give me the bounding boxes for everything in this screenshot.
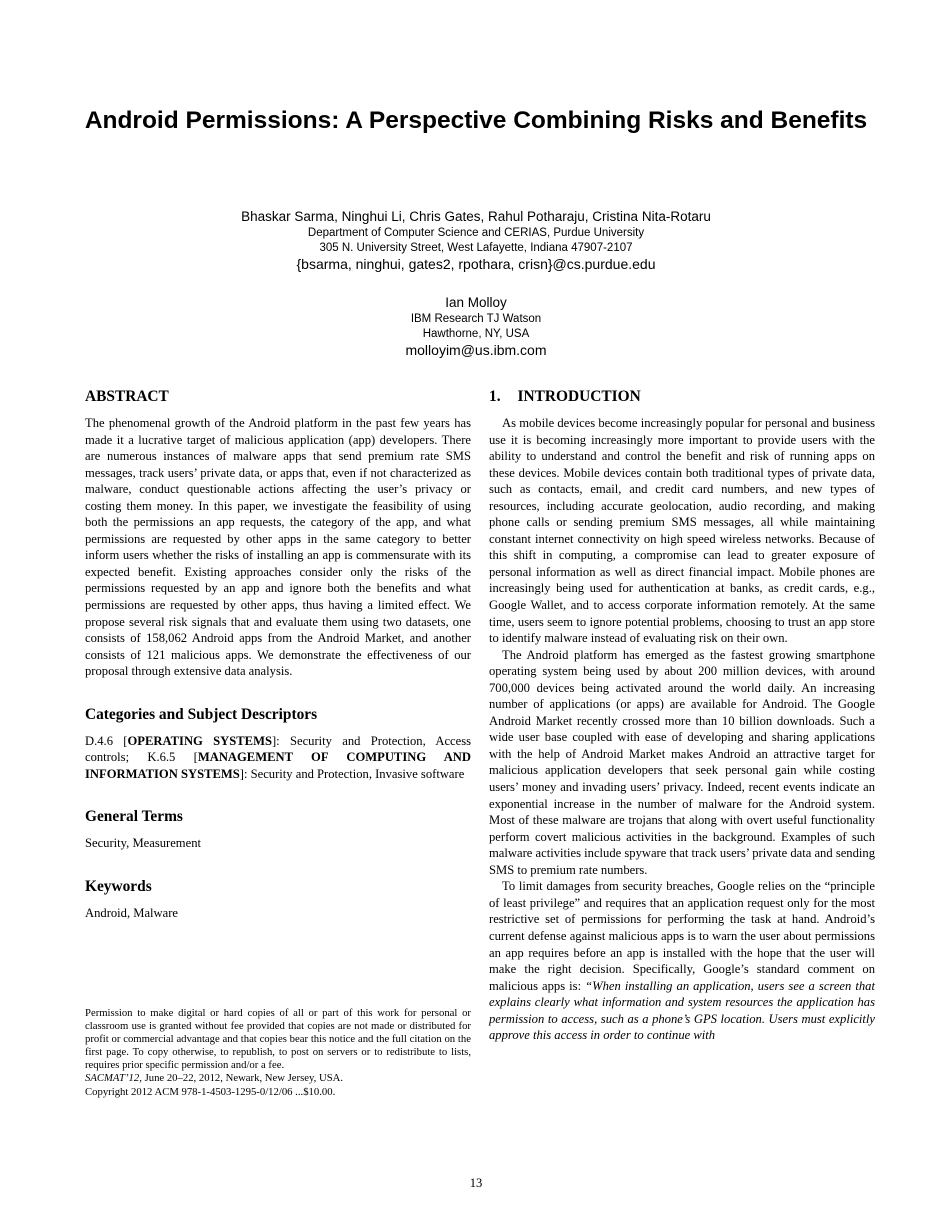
intro-para-3 xyxy=(489,878,875,1043)
keywords-body: Android, Malware xyxy=(85,905,179,920)
author-block-ibm xyxy=(0,294,952,360)
paper-title: Android Permissions: A Perspective Combining Risks and Benefits xyxy=(84,107,868,134)
right-column xyxy=(489,388,875,1044)
intro-para-2: The Android platform has emerged as the fastest growing smartphone operating system being used by about 200 million devices, with around 700,000 devices being activated around the world daily. An increasing number of applications (or apps) are available for Android. The Google Android Market recently crossed more than 10 billion downloads. Such a wide user base coupled with ease of developing and sharing applications with the help of Android Market makes Android an attractive target for malicious application developers that seek personal gain while costing users’ money and invading users’ privacy. Indeed, recent events indicate an exponential increase in the number of malware for the Android system. Most of these malware are trojans that along with overt useful functionality perform covert malicious activities in the background. Examples of such malware activities include spyware that track users’ private data and sending SMS to premium rate numbers. xyxy=(489,647,875,877)
general-terms-heading: General Terms xyxy=(85,808,183,826)
footnote-venue-name: SACMAT’12, xyxy=(85,1072,142,1085)
author-emails: {bsarma, ninghui, gates2, rpothara, crisn}@cs.purdue.edu xyxy=(296,256,656,272)
footnote-venue-details: June 20–22, 2012, Newark, New Jersey, USA. xyxy=(141,1072,344,1085)
author-email: molloyim@us.ibm.com xyxy=(405,342,547,358)
author-name: Ian Molloy xyxy=(445,295,507,310)
categories-seg-1: D.4.6 [ xyxy=(85,733,128,748)
copyright-footnote xyxy=(85,1007,471,1099)
intro-para-1: As mobile devices become increasingly popular for personal and business use it is becoming increasingly more important to provide users with the ability to understand and control the benefit and risk of running apps on these devices. Mobile devices contain both traditional types of private data, such as contacts, email, and credit card numbers, and new types of resources, including accurate geolocation, audio recording, and making phone calls or sending premium SMS messages, all while maintaining constant internet connectivity on high speed wireless networks. Because of this shift in computing, a compromise can lead to greater exposure of personal information as well as direct financial impact. Mobile phones are increasingly being used for authentication at banks, as credit cards, e.g., Google Wallet, and to access corporate information remotely. At the same time, users seem to ignore potential problems, choosing to trust an app store to identify malware instead of evaluating risk on their own. xyxy=(489,416,875,646)
footnote-permission-text: Permission to make digital or hard copies of all or part of this work for personal or classroom use is granted without fee provided that copies are not made or distributed for profit or commercial advantage and that copies bear this notice and the full citation on the first page. To copy otherwise, to republish, to post on servers or to redistribute to lists, requires prior specific permission and/or a fee. xyxy=(85,1007,471,1072)
abstract-heading: ABSTRACT xyxy=(85,388,169,405)
author-affiliation-line1: IBM Research TJ Watson xyxy=(410,313,542,325)
author-affiliation-line1: Department of Computer Science and CERIAS, Purdue University xyxy=(307,227,645,239)
categories-seg-5: ]: Security and Protection, Invasive software xyxy=(239,766,465,781)
categories-body xyxy=(85,733,471,783)
author-affiliation-line2: 305 N. University Street, West Lafayette, Indiana 47907-2107 xyxy=(319,241,633,254)
abstract-body: The phenomenal growth of the Android platform in the past few years has made it a lucrative target of malicious application (app) developers. There are numerous instances of malware apps that send premium rate SMS messages, track users’ private data, or apps that, even if not characterized as malware, conduct questionable actions affecting the user’s privacy or costing them money. In this paper, we investigate the feasibility of using both the permissions an app requests, the category of the app, and what permissions are requested by other apps in the same category to better inform users whether the risks of installing an app is commensurate with its expected benefit. Existing approaches consider only the risks of the permissions requested by an app and ignore both the benefits and what permissions are requested by other apps, thus having a limited effect. We propose several risk signals that and evaluate them using two datasets, one consists of 158,062 Android apps from the Android Market, and another consists of 121 malicious apps. We demonstrate the effectiveness of our proposal through extensive data analysis. xyxy=(85,416,471,679)
categories-seg-4: MANAGEMENT OF COMPUTING AND INFORMATION SYSTEMS xyxy=(85,750,471,781)
intro-para-3-normal: To limit damages from security breaches, Google relies on the “principle of least privilege” and requires that an application request only for the most restrictive set of permissions for performing the task at hand. Android’s current defense against malicious apps is to warn the user about permissions an app requires before an app is installed with the hope that the user will make the right decision. Specifically, Google’s standard comment on malicious apps is: xyxy=(489,879,875,993)
author-affiliation-line2: Hawthorne, NY, USA xyxy=(422,327,530,340)
page-number: 13 xyxy=(469,1176,483,1190)
author-block-purdue xyxy=(0,208,952,274)
left-column xyxy=(85,388,471,921)
general-terms-body: Security, Measurement xyxy=(85,836,201,851)
footnote-copyright-line: Copyright 2012 ACM 978-1-4503-1295-0/12/06 ...$10.00. xyxy=(85,1085,336,1098)
footnote-venue xyxy=(85,1072,471,1085)
intro-para-3-quote: “When installing an application, users see a screen that explains clearly what information and system resources the application has permission to access, such as a phone’s GPS location. Users must explicitly approve this access in order to continue with xyxy=(489,978,875,1043)
introduction-heading-number: 1. xyxy=(489,388,501,405)
categories-seg-3: ]: Security and Protection, Access controls; K.6.5 [ xyxy=(85,733,472,765)
introduction-heading-label: INTRODUCTION xyxy=(517,388,641,405)
keywords-heading: Keywords xyxy=(85,877,152,895)
author-names: Bhaskar Sarma, Ninghui Li, Chris Gates, Rahul Potharaju, Cristina Nita-Rotaru xyxy=(241,209,711,224)
introduction-heading xyxy=(489,388,875,406)
categories-heading: Categories and Subject Descriptors xyxy=(85,705,318,723)
categories-seg-2: OPERATING SYSTEMS xyxy=(127,733,272,748)
